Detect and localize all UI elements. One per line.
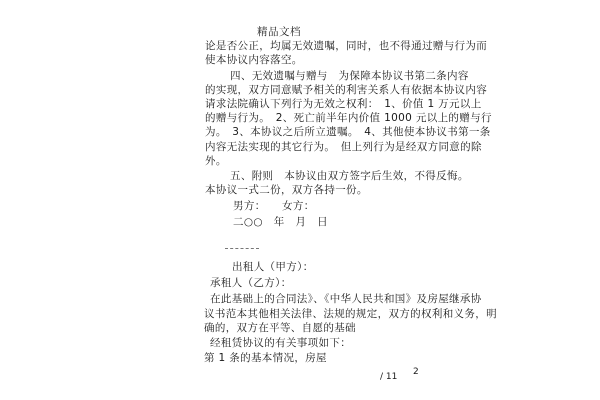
- page-header-title: 精品文档: [257, 26, 301, 38]
- text-line: 为。 3、本协议之后所立遗嘱。 4、其他使本协议书第一条: [205, 126, 491, 138]
- section-divider: [225, 248, 259, 250]
- article-1-line: 第 1 条的基本情况，房屋: [204, 352, 327, 364]
- text-line: 论是否公正，均属无效遗嘱，同时，也不得通过赠与行为而: [205, 40, 488, 52]
- text-line: 在此基础上的合同法》、《中华人民共和国》及房屋继承协: [210, 293, 482, 305]
- text-line: 议书范本其他相关法律、法规的规定，双方的权利和义务，明: [204, 308, 497, 320]
- page-number: / 11: [380, 372, 398, 382]
- text-line: 确的，双方在平等、自愿的基础: [204, 322, 356, 334]
- text-line: 五、附则 本协议由双方签字后生效，不得反悔。: [230, 170, 469, 182]
- text-line: 外。: [205, 155, 227, 167]
- text-line: 本协议一式二份，双方各持一份。: [205, 184, 368, 196]
- page-mark: 2: [413, 367, 419, 377]
- agreement-line: 经租赁协议的有关事项如下：: [210, 337, 352, 349]
- lessee-label: 承租人（乙方）：: [210, 277, 292, 289]
- text-line: 的赠与行为。 2、死亡前半年内价值 1000 元以上的赠与行: [205, 112, 492, 124]
- text-line: 的实现，双方同意赋予相关的利害关系人有依据本协议内容: [205, 84, 488, 96]
- signature-date: 二○○ 年 月 日: [233, 216, 328, 228]
- text-line: 请求法院确认下列行为无效之权利： 1、价值 1 万元以上: [205, 98, 482, 110]
- signature-parties: 男方： 女方：: [233, 200, 315, 212]
- text-line: 使本协议内容落空。: [205, 54, 303, 66]
- lessor-label: 出租人（甲方）：: [232, 261, 314, 273]
- text-line: 四、无效遗嘱与赠与 为保障本协议书第二条内容: [230, 70, 469, 82]
- text-line: 内容无法实现的其它行为。 但上列行为是经双方同意的除: [205, 141, 482, 153]
